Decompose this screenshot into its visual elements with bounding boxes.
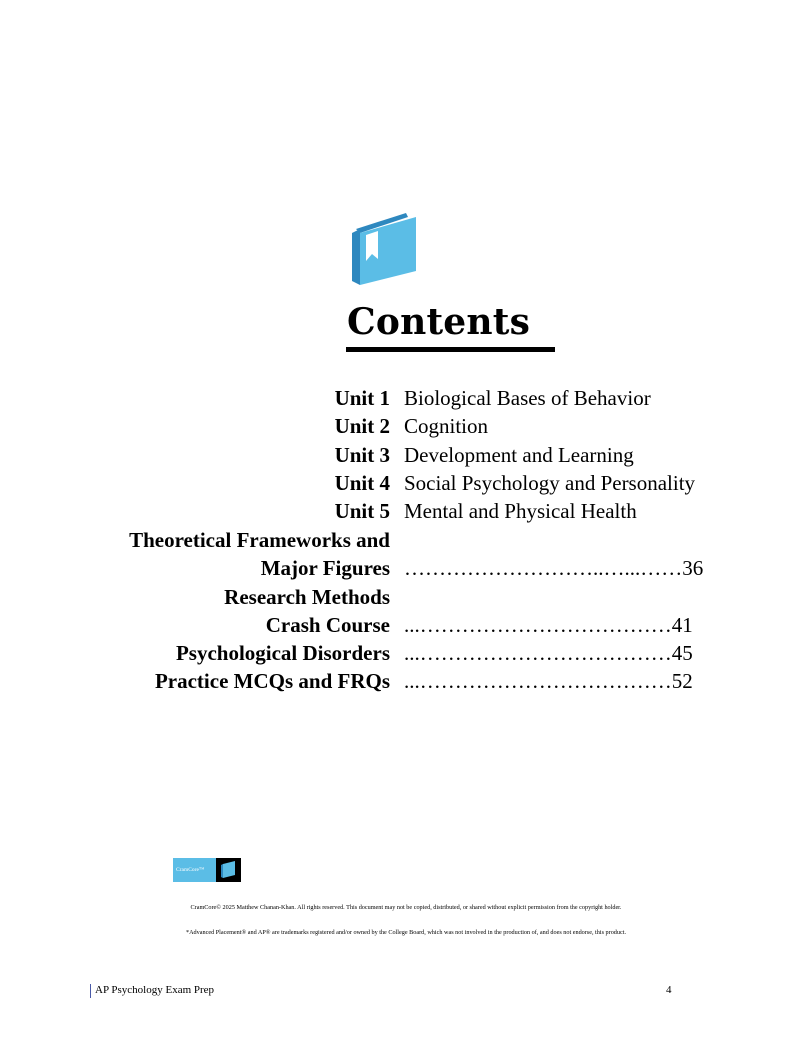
toc-entry: Mental and Physical Health — [404, 499, 637, 523]
toc-entry: Social Psychology and Personality — [404, 471, 696, 495]
toc-entry: Cognition — [404, 414, 489, 438]
footer-divider — [90, 984, 91, 998]
toc-label: Theoretical Frameworks and — [129, 528, 390, 552]
trademark-notice: *Advanced Placement® and AP® are trademarks registered and/or owned by the College Board, which was not involved in the production of, and does not endorse, this product. — [185, 929, 626, 936]
toc-entry: ………………………..…...……36 — [404, 556, 704, 580]
cramcore-logo — [173, 858, 241, 882]
toc-label: Unit 4 — [334, 471, 390, 495]
page-title: Contents — [347, 301, 531, 343]
toc-label: Psychological Disorders — [175, 641, 390, 665]
toc-label: Unit 3 — [334, 443, 390, 467]
toc-label: Crash Course — [265, 613, 390, 637]
toc-entry: Biological Bases of Behavior — [404, 386, 651, 410]
footer-title: AP Psychology Exam Prep — [95, 984, 215, 996]
toc-label: Unit 1 — [334, 386, 390, 410]
toc-entry: ...………………………………41 — [404, 613, 693, 637]
toc-label: Research Methods — [224, 585, 390, 609]
title-underline — [346, 347, 555, 352]
book-icon — [350, 209, 420, 287]
toc-entry: ...………………………………52 — [404, 669, 693, 693]
toc-label: Major Figures — [260, 556, 390, 580]
toc-entry: ...………………………………45 — [404, 641, 693, 665]
page-number: 4 — [666, 984, 672, 996]
logo-mark — [216, 858, 241, 882]
copyright-notice: CramCore© 2025 Matthew Chanan-Khan. All rights reserved. This document may not be copied, distributed, or shared without explicit permission from the copyright holder. — [190, 904, 622, 911]
logo-text: CramCore™ — [173, 858, 216, 882]
toc-entry: Development and Learning — [404, 443, 634, 467]
toc-label: Practice MCQs and FRQs — [154, 669, 390, 693]
toc-label: Unit 2 — [334, 414, 390, 438]
book-icon — [216, 858, 241, 882]
toc-label: Unit 5 — [334, 499, 390, 523]
